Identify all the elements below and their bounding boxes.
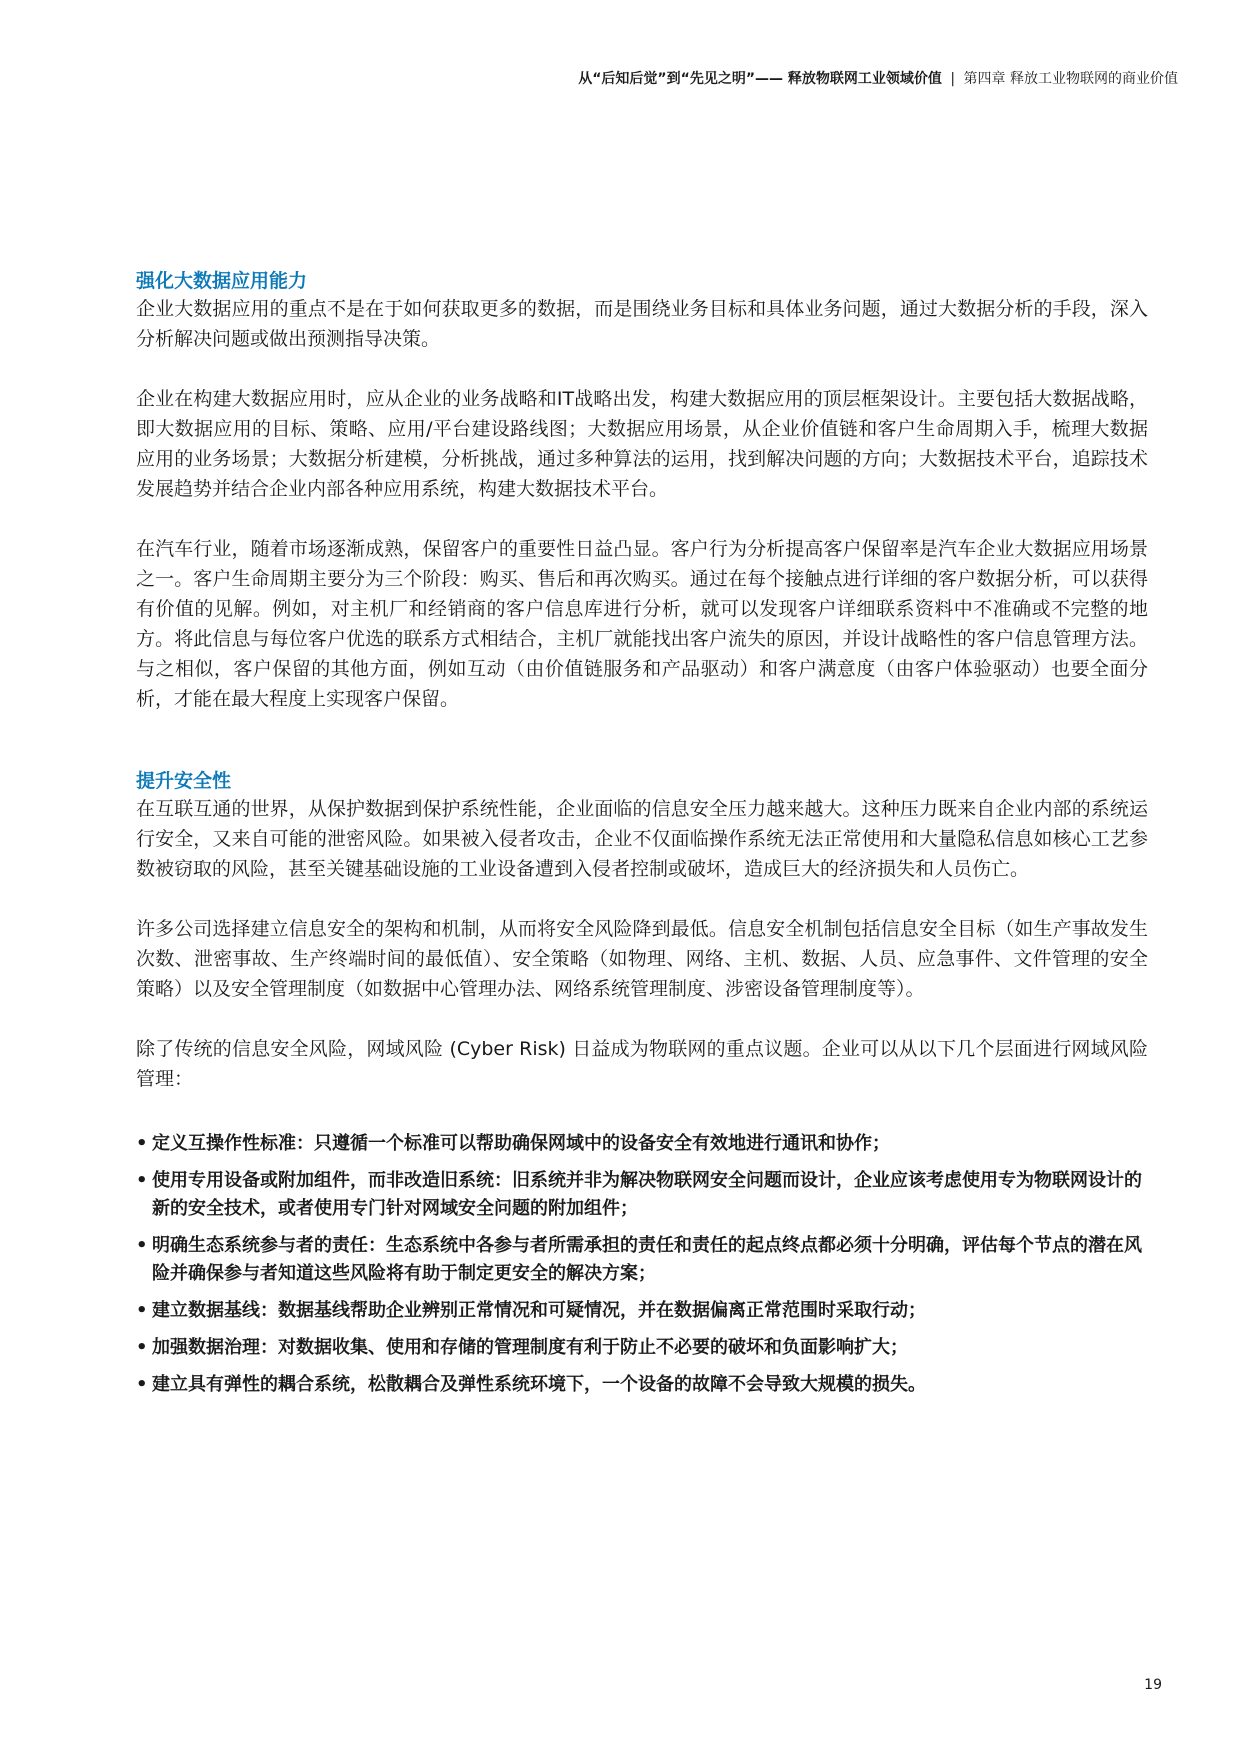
list-item-text: 使用专用设备或附加组件，而非改造旧系统：旧系统并非为解决物联网安全问题而设计，企业应该考虑使用专为物联网设计的新的安全技术，或者使用专门针对网域安全问题的附加组件； xyxy=(152,1170,1142,1219)
list-item-text: 建立具有弹性的耦合系统，松散耦合及弹性系统环境下，一个设备的故障不会导致大规模的损失。 xyxy=(152,1374,926,1395)
paragraph: 企业大数据应用的重点不是在于如何获取更多的数据，而是围绕业务目标和具体业务问题，通过大数据分析的手段，深入分析解决问题或做出预测指导决策。 xyxy=(136,298,1148,350)
bullet-icon: • xyxy=(136,1133,148,1154)
chapter-title: 第四章 释放工业物联网的商业价值 xyxy=(963,71,1178,87)
running-header xyxy=(578,70,1178,88)
section-security xyxy=(136,768,1148,1094)
paragraph: 许多公司选择建立信息安全的架构和机制，从而将安全风险降到最低。信息安全机制包括信息安全目标（如生产事故发生次数、泄密事故、生产终端时间的最低值）、安全策略（如物理、网络、主机、数据、人员、应急事件、文件管理的安全策略）以及安全管理制度（如数据中心管理办法、网络系统管理制度、涉密设备管理制度等）。 xyxy=(136,918,1148,1000)
paragraph: 在互联互通的世界，从保护数据到保护系统性能，企业面临的信息安全压力越来越大。这种压力既来自企业内部的系统运行安全，又来自可能的泄密风险。如果被入侵者攻击，企业不仅面临操作系统无法正常使用和大量隐私信息如核心工艺参数被窃取的风险，甚至关键基础设施的工业设备遭到入侵者控制或破坏，造成巨大的经济损失和人员伤亡。 xyxy=(136,798,1148,880)
main-content xyxy=(136,268,1148,1399)
header-separator: | xyxy=(950,71,956,87)
bullet-icon: • xyxy=(136,1337,148,1358)
section-heading: 提升安全性 xyxy=(136,770,232,792)
paragraph: 企业在构建大数据应用时，应从企业的业务战略和IT战略出发，构建大数据应用的顶层框架设计。主要包括大数据战略，即大数据应用的目标、策略、应用/平台建设路线图；大数据应用场景，从企业价值链和客户生命周期入手，梳理大数据应用的业务场景；大数据分析建模，分析挑战，通过多种算法的运用，找到解决问题的方向；大数据技术平台，追踪技术发展趋势并结合企业内部各种应用系统，构建大数据技术平台。 xyxy=(136,388,1148,500)
list-item-text: 建立数据基线：数据基线帮助企业辨别正常情况和可疑情况，并在数据偏离正常范围时采取行动； xyxy=(152,1300,926,1321)
bullet-icon: • xyxy=(136,1170,148,1191)
bullet-icon: • xyxy=(136,1300,148,1321)
list-item-text: 明确生态系统参与者的责任：生态系统中各参与者所需承担的责任和责任的起点终点都必须十分明确，评估每个节点的潜在风险并确保参与者知道这些风险将有助于制定更安全的解决方案； xyxy=(152,1235,1142,1284)
list-item xyxy=(136,1167,1148,1223)
bullet-icon: • xyxy=(136,1374,148,1395)
list-item-text: 加强数据治理：对数据收集、使用和存储的管理制度有利于防止不必要的破坏和负面影响扩大； xyxy=(152,1337,908,1358)
list-item xyxy=(136,1130,1148,1158)
paragraph: 除了传统的信息安全风险，网域风险 (Cyber Risk) 日益成为物联网的重点议题。企业可以从以下几个层面进行网域风险管理： xyxy=(136,1038,1148,1090)
report-title: 从“后知后觉”到“先见之明”—— 释放物联网工业领域价值 xyxy=(578,71,942,87)
page-number: 19 xyxy=(1144,1677,1162,1693)
list-item xyxy=(136,1371,1148,1399)
list-item-text: 定义互操作性标准：只遵循一个标准可以帮助确保网域中的设备安全有效地进行通讯和协作； xyxy=(152,1133,890,1154)
list-item xyxy=(136,1232,1148,1288)
section-big-data xyxy=(136,268,1148,714)
bullet-list xyxy=(136,1130,1148,1399)
list-item xyxy=(136,1297,1148,1325)
list-item xyxy=(136,1334,1148,1362)
paragraph: 在汽车行业，随着市场逐渐成熟，保留客户的重要性日益凸显。客户行为分析提高客户保留率是汽车企业大数据应用场景之一。客户生命周期主要分为三个阶段：购买、售后和再次购买。通过在每个接触点进行详细的客户数据分析，可以获得有价值的见解。例如，对主机厂和经销商的客户信息库进行分析，就可以发现客户详细联系资料中不准确或不完整的地方。将此信息与每位客户优选的联系方式相结合，主机厂就能找出客户流失的原因，并设计战略性的客户信息管理方法。与之相似，客户保留的其他方面，例如互动（由价值链服务和产品驱动）和客户满意度（由客户体验驱动）也要全面分析，才能在最大程度上实现客户保留。 xyxy=(136,538,1148,710)
section-heading: 强化大数据应用能力 xyxy=(136,270,308,292)
bullet-icon: • xyxy=(136,1235,148,1256)
